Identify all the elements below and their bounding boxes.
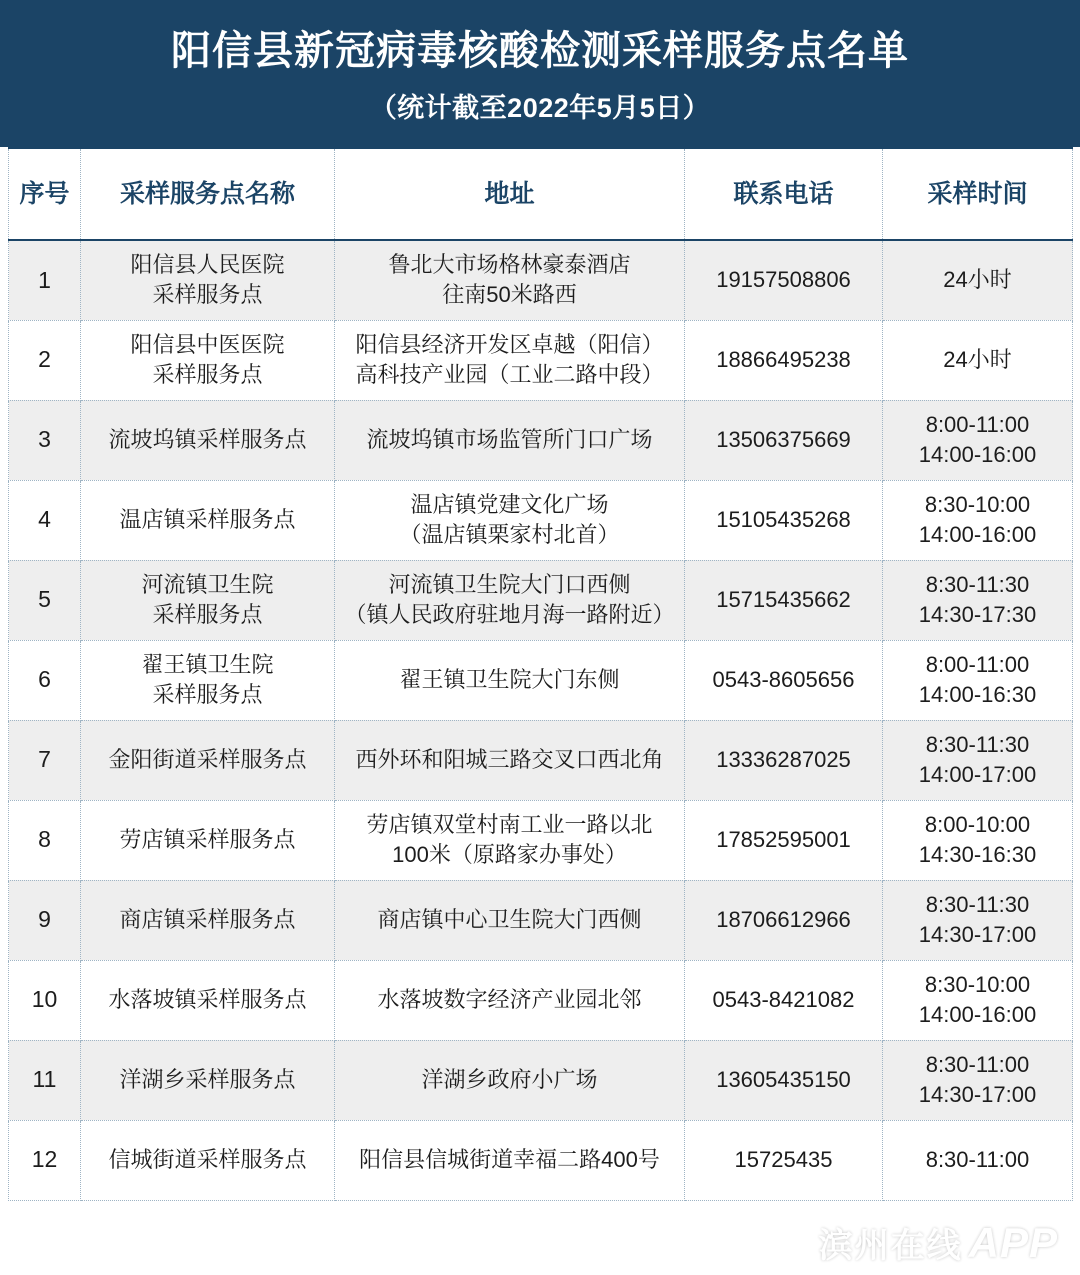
table-body: [9, 240, 1073, 1200]
poster-header: [0, 0, 1080, 147]
cell-line: 8:30-11:00: [925, 1052, 1030, 1078]
cell-site-name: [81, 960, 335, 1040]
cell-line: 阳信县中医医院: [130, 332, 285, 358]
cell-index: 11: [9, 1040, 81, 1120]
cell-index: 3: [9, 400, 81, 480]
cell-time: [883, 240, 1073, 320]
cell-address: [335, 480, 685, 560]
cell-line: 往南50米路西: [442, 282, 577, 308]
cell-line: 劳店镇双堂村南工业一路以北: [366, 812, 653, 838]
watermark-source: 滨州在线: [818, 1227, 963, 1265]
cell-address: [335, 240, 685, 320]
cell-address: [335, 400, 685, 480]
cell-line: 14:00-17:00: [918, 762, 1037, 787]
cell-line: 8:30-11:00: [925, 1147, 1030, 1173]
cell-index: 8: [9, 800, 81, 880]
cell-line: 24小时: [943, 347, 1012, 373]
cell-address: [335, 640, 685, 720]
cell-line: 金阳街道采样服务点: [108, 747, 307, 773]
table-row: [9, 400, 1073, 480]
cell-line: 14:30-16:30: [918, 842, 1037, 867]
cell-line: 高科技产业园（工业二路中段）: [355, 362, 664, 387]
cell-site-name: [81, 880, 335, 960]
cell-line: 洋湖乡政府小广场: [421, 1067, 598, 1093]
cell-line: 8:30-11:30: [925, 572, 1030, 598]
watermark-app-label: APP: [968, 1219, 1058, 1266]
cell-line: 14:30-17:30: [918, 602, 1037, 627]
cell-line: 河流镇卫生院大门口西侧: [388, 572, 631, 598]
cell-phone: 0543-8605656: [685, 640, 883, 720]
cell-line: 阳信县经济开发区卓越（阳信）: [355, 332, 664, 358]
cell-line: 14:00-16:00: [918, 442, 1037, 467]
cell-index: 9: [9, 880, 81, 960]
cell-time: [883, 1120, 1073, 1200]
cell-line: 100米（原路家办事处）: [392, 842, 627, 867]
cell-line: 8:30-11:30: [925, 892, 1030, 918]
table-row: [9, 1040, 1073, 1120]
cell-address: [335, 320, 685, 400]
cell-line: 8:30-10:00: [924, 972, 1031, 998]
cell-phone: 18706612966: [685, 880, 883, 960]
cell-line: 14:00-16:00: [918, 1002, 1037, 1027]
cell-address: [335, 800, 685, 880]
cell-line: 14:30-17:00: [918, 922, 1037, 947]
watermark: [819, 1218, 1058, 1267]
cell-phone: 15105435268: [685, 480, 883, 560]
cell-address: [335, 960, 685, 1040]
table-row: [9, 560, 1073, 640]
cell-line: 采样服务点: [152, 362, 263, 387]
page-title: 阳信县新冠病毒核酸检测采样服务点名单: [171, 29, 909, 73]
table-row: [9, 320, 1073, 400]
cell-index: 6: [9, 640, 81, 720]
table-row: [9, 1120, 1073, 1200]
cell-site-name: [81, 240, 335, 320]
cell-address: [335, 880, 685, 960]
cell-phone: 13605435150: [685, 1040, 883, 1120]
column-header-time: 采样时间: [883, 148, 1073, 240]
cell-line: 24小时: [943, 267, 1012, 293]
cell-line: （温店镇栗家村北首）: [399, 522, 620, 547]
cell-phone: 13506375669: [685, 400, 883, 480]
cell-line: 水落坡数字经济产业园北邻: [377, 987, 642, 1013]
column-header-address: 地址: [335, 148, 685, 240]
table-row: [9, 720, 1073, 800]
cell-line: 水落坡镇采样服务点: [108, 987, 307, 1013]
cell-time: [883, 400, 1073, 480]
cell-phone: 0543-8421082: [685, 960, 883, 1040]
cell-line: 劳店镇采样服务点: [119, 827, 296, 853]
cell-site-name: [81, 720, 335, 800]
cell-phone: 13336287025: [685, 720, 883, 800]
cell-line: 商店镇中心卫生院大门西侧: [377, 907, 642, 933]
cell-time: [883, 720, 1073, 800]
cell-index: 4: [9, 480, 81, 560]
cell-site-name: [81, 480, 335, 560]
cell-time: [883, 960, 1073, 1040]
cell-line: 翟王镇卫生院大门东侧: [399, 667, 620, 693]
cell-index: 10: [9, 960, 81, 1040]
cell-line: 8:30-10:00: [924, 492, 1031, 518]
cell-line: 8:00-10:00: [924, 812, 1031, 838]
table-row: [9, 960, 1073, 1040]
column-header-index: 序号: [9, 148, 81, 240]
cell-line: 流坡坞镇采样服务点: [108, 427, 307, 453]
cell-line: 温店镇党建文化广场: [410, 492, 609, 518]
cell-index: 1: [9, 240, 81, 320]
cell-phone: 15725435: [685, 1120, 883, 1200]
cell-line: 8:30-11:30: [925, 732, 1030, 758]
cell-phone: 17852595001: [685, 800, 883, 880]
cell-line: 8:00-11:00: [925, 652, 1030, 678]
cell-line: 采样服务点: [152, 602, 263, 627]
cell-line: 温店镇采样服务点: [119, 507, 296, 533]
cell-site-name: [81, 1120, 335, 1200]
table-row: [9, 800, 1073, 880]
cell-line: 西外环和阳城三路交叉口西北角: [355, 747, 664, 773]
cell-time: [883, 640, 1073, 720]
column-header-name: 采样服务点名称: [81, 148, 335, 240]
cell-line: 信城街道采样服务点: [108, 1147, 307, 1173]
cell-line: 14:00-16:00: [918, 522, 1037, 547]
cell-address: [335, 560, 685, 640]
cell-line: 流坡坞镇市场监管所门口广场: [366, 427, 653, 453]
cell-site-name: [81, 560, 335, 640]
cell-time: [883, 800, 1073, 880]
cell-site-name: [81, 1040, 335, 1120]
cell-site-name: [81, 400, 335, 480]
cell-line: 14:30-17:00: [918, 1082, 1037, 1107]
table-row: [9, 480, 1073, 560]
cell-line: 14:00-16:30: [918, 682, 1037, 707]
cell-time: [883, 480, 1073, 560]
cell-line: 翟王镇卫生院: [141, 652, 274, 678]
cell-time: [883, 320, 1073, 400]
cell-index: 12: [9, 1120, 81, 1200]
column-header-phone: 联系电话: [685, 148, 883, 240]
table-row: [9, 640, 1073, 720]
cell-time: [883, 560, 1073, 640]
cell-phone: 19157508806: [685, 240, 883, 320]
cell-time: [883, 880, 1073, 960]
cell-line: 鲁北大市场格林豪泰酒店: [388, 252, 631, 278]
cell-line: 8:00-11:00: [925, 412, 1030, 438]
cell-index: 5: [9, 560, 81, 640]
cell-site-name: [81, 640, 335, 720]
sampling-sites-table: [8, 147, 1073, 1201]
cell-site-name: [81, 800, 335, 880]
cell-site-name: [81, 320, 335, 400]
cell-line: 阳信县信城街道幸福二路400号: [359, 1147, 660, 1173]
cell-line: 采样服务点: [152, 682, 263, 707]
cell-time: [883, 1040, 1073, 1120]
cell-index: 7: [9, 720, 81, 800]
table-container: [0, 147, 1080, 1201]
cell-line: （镇人民政府驻地月海一路附近）: [344, 602, 675, 627]
cell-line: 河流镇卫生院: [141, 572, 274, 598]
table-row: [9, 240, 1073, 320]
table-header-row: [9, 148, 1073, 240]
cell-phone: 15715435662: [685, 560, 883, 640]
table-row: [9, 880, 1073, 960]
page-subtitle: （统计截至2022年5月5日）: [369, 93, 711, 123]
cell-phone: 18866495238: [685, 320, 883, 400]
cell-address: [335, 1040, 685, 1120]
cell-line: 洋湖乡采样服务点: [119, 1067, 296, 1093]
cell-line: 商店镇采样服务点: [119, 907, 296, 933]
cell-line: 采样服务点: [152, 282, 263, 308]
table-header: [9, 148, 1073, 240]
cell-line: 阳信县人民医院: [130, 252, 285, 278]
cell-address: [335, 1120, 685, 1200]
cell-address: [335, 720, 685, 800]
cell-index: 2: [9, 320, 81, 400]
